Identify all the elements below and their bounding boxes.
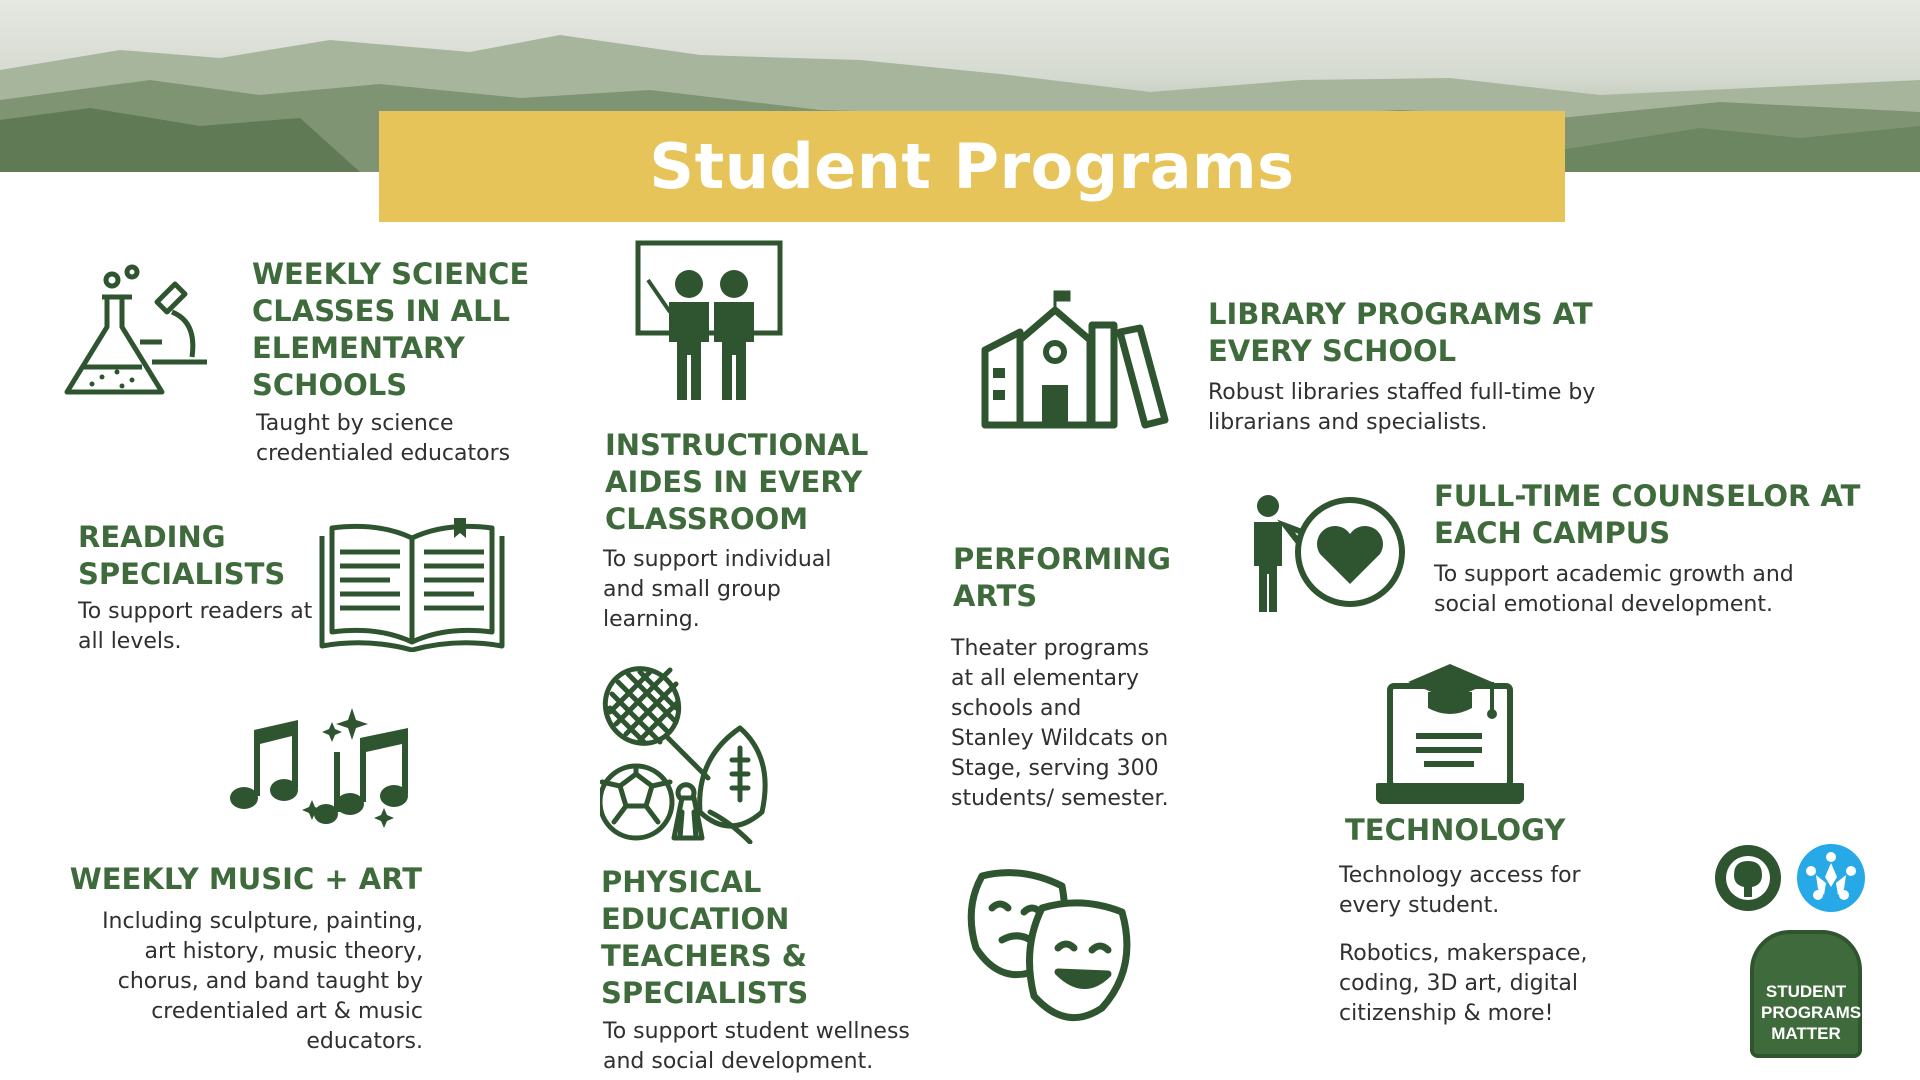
pe-desc: To support student wellness and social development. bbox=[603, 1019, 910, 1074]
performing-heading: PERFORMING ARTS bbox=[953, 542, 1171, 613]
science-heading: WEEKLY SCIENCE CLASSES IN ALL ELEMENTARY SCHOOLS bbox=[252, 257, 530, 402]
counselor-heading: FULL-TIME COUNSELOR AT EACH CAMPUS bbox=[1434, 479, 1861, 550]
performing-desc: Theater programs at all elementary schools and Stanley Wildcats on Stage, serving 300 students/ semester. bbox=[951, 636, 1169, 811]
theater-masks-icon bbox=[962, 868, 1138, 1032]
foundation-logo bbox=[1796, 843, 1866, 913]
aides-heading: INSTRUCTIONAL AIDES IN EVERY CLASSROOM bbox=[605, 428, 869, 536]
school-books-icon bbox=[980, 290, 1170, 430]
music-heading: WEEKLY MUSIC + ART bbox=[69, 862, 422, 896]
student-programs-badge bbox=[1750, 930, 1862, 1058]
aides-desc: To support individual and small group learning. bbox=[603, 547, 832, 632]
district-seal-logo bbox=[1713, 843, 1783, 913]
reading-heading: READING SPECIALISTS bbox=[78, 520, 286, 591]
badge-text: STUDENT PROGRAMS MATTER bbox=[1761, 982, 1862, 1043]
library-desc: Robust libraries staffed full-time by librarians and specialists. bbox=[1208, 380, 1596, 435]
music-notes-icon bbox=[228, 708, 416, 830]
laptop-graduation-icon bbox=[1376, 662, 1524, 804]
pe-heading: PHYSICAL EDUCATION TEACHERS & SPECIALISTS bbox=[601, 865, 809, 1010]
open-book-icon bbox=[318, 514, 506, 652]
sports-equipment-icon bbox=[600, 662, 782, 844]
title-banner bbox=[379, 111, 1565, 222]
technology-heading: TECHNOLOGY bbox=[1345, 813, 1566, 847]
teachers-board-icon bbox=[634, 240, 784, 405]
technology-desc-2: Robotics, makerspace, coding, 3D art, digital citizenship & more! bbox=[1339, 941, 1588, 1026]
person-heart-icon bbox=[1244, 492, 1414, 614]
reading-desc: To support readers at all levels. bbox=[78, 599, 313, 654]
technology-desc-1: Technology access for every student. bbox=[1339, 863, 1581, 918]
page-title: Student Programs bbox=[649, 130, 1295, 203]
library-heading: LIBRARY PROGRAMS AT EVERY SCHOOL bbox=[1208, 297, 1593, 368]
music-desc: Including sculpture, painting, art history, music theory, chorus, and band taught by credentialed art & music educators. bbox=[102, 909, 423, 1054]
counselor-desc: To support academic growth and social emotional development. bbox=[1434, 562, 1794, 617]
science-flask-microscope-icon bbox=[62, 262, 212, 402]
science-desc: Taught by science credentialed educators bbox=[256, 411, 511, 466]
